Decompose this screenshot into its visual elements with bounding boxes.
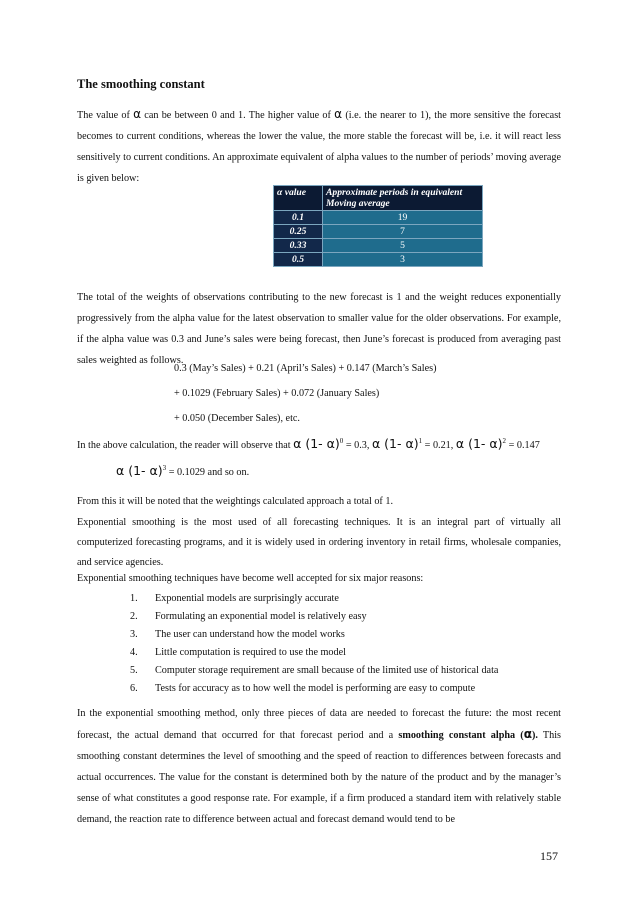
list-item (77, 644, 561, 662)
alpha-symbol: α (334, 107, 343, 121)
list-item (77, 590, 561, 608)
calc-line-2: + 0.1029 (February Sales) + 0.072 (January Sales) (174, 388, 380, 399)
list-text: Tests for accuracy as to how well the model is performing are easy to compute (155, 683, 476, 694)
exponent: 2 (502, 437, 507, 445)
alpha-symbol: α (133, 107, 142, 121)
table-cell-periods: 5 (323, 239, 483, 253)
table-cell-alpha: 0.1 (274, 211, 323, 225)
alpha-symbol: α (523, 727, 532, 741)
page-number: 157 (540, 849, 558, 863)
calc-line-1: 0.3 (May’s Sales) + 0.21 (April’s Sales) + 0.147 (March’s Sales) (174, 363, 437, 374)
reasons-list (77, 590, 561, 698)
text: = 0.1029 and so on. (166, 467, 250, 478)
list-text: The user can understand how the model works (155, 629, 345, 640)
table-row (274, 239, 483, 253)
paragraph-weights: The total of the weights of observations contributing to the new forecast is 1 and the weight reduces exponentially progressively from the alpha value for the latest observation to smaller value for the older observations. For example, if the alpha value was 0.3 and June’s sales were being forecast, then June’s forecast is produced from averaging past sales weighted as follows. (77, 292, 561, 366)
list-number: 5. (130, 665, 138, 676)
text: In the above calculation, the reader will observe that (77, 440, 294, 451)
text: (i.e. the nearer to 1), the more sensitive the forecast becomes to current conditions, whereas the lower the value, the more stable the forecast will be, i.e. it will react less sensitively to current conditions. An approximate equivalent of alpha values to the number of periods’ moving average is given below: (77, 110, 561, 184)
table-row (274, 253, 483, 267)
list-number: 1. (130, 593, 138, 604)
list-text: Computer storage requirement are small because of the limited use of historical data (155, 665, 499, 676)
table-header-periods: Approximate periods in equivalent Moving average (323, 186, 483, 211)
table-cell-periods: 7 (323, 225, 483, 239)
formula: α (1- α) (455, 436, 503, 451)
exponent: 1 (418, 437, 423, 445)
text: In the exponential smoothing method, only three pieces of data are needed to forecast the future: the most recent forecast, the actual demand that occurred for that forecast period and a (77, 708, 561, 741)
table-row (274, 225, 483, 239)
exponent: 0 (339, 437, 344, 445)
list-text: Exponential models are surprisingly accurate (155, 593, 339, 604)
text: = 0.21, (422, 440, 456, 451)
list-item (77, 608, 561, 626)
observe-line (77, 436, 540, 451)
list-item (77, 680, 561, 698)
table-row (274, 211, 483, 225)
table-cell-periods: 19 (323, 211, 483, 225)
paragraph-smoothing-method (77, 703, 561, 830)
list-item (77, 662, 561, 680)
text: The value of (77, 110, 134, 121)
exponent: 3 (162, 464, 167, 472)
list-number: 2. (130, 611, 138, 622)
reasons-intro: Exponential smoothing techniques have become well accepted for six major reasons: (77, 573, 424, 584)
list-text: Formulating an exponential model is relatively easy (155, 611, 367, 622)
list-item (77, 626, 561, 644)
table-cell-alpha: 0.25 (274, 225, 323, 239)
paragraph-exponential: Exponential smoothing is the most used of all forecasting techniques. It is an integral part of virtually all computerized forecasting programs, and it is widely used in ordering inventory in retail firms, wholesale companies, and service agencies. (77, 517, 561, 568)
text: This smoothing constant determines the level of smoothing and the speed of reaction to differences between forecasts and actual occurrences. The value for the constant is determined both by the nature of the product and by the manager’s sense of what constitutes a good response rate. For example, if a firm produced a standard item with relatively stable demand, the reaction rate to difference between actual and forecast demand would tend to be (77, 730, 562, 825)
formula: α (1- α) (371, 436, 419, 451)
table-cell-alpha: 0.5 (274, 253, 323, 267)
table-cell-periods: 3 (323, 253, 483, 267)
calc-line-3: + 0.050 (December Sales), etc. (174, 413, 300, 424)
paragraph-alpha-intro (77, 104, 561, 189)
formula: α (1- α) (293, 436, 340, 451)
alpha-periods-table (273, 185, 483, 267)
formula: α (1- α) (116, 463, 163, 478)
observe-line-2 (116, 463, 249, 478)
table-cell-alpha: 0.33 (274, 239, 323, 253)
table-header-row (274, 186, 483, 211)
table-header-alpha: α value (274, 186, 323, 211)
list-number: 6. (130, 683, 138, 694)
text: can be between 0 and 1. The higher value of (141, 110, 335, 121)
list-text: Little computation is required to use the model (155, 647, 346, 658)
section-heading: The smoothing constant (77, 77, 205, 91)
text: = 0.147 (506, 440, 540, 451)
bold-term (398, 727, 538, 741)
list-number: 3. (130, 629, 138, 640)
text: ). (531, 730, 538, 741)
list-number: 4. (130, 647, 138, 658)
text: = 0.3, (343, 440, 372, 451)
text: smoothing constant alpha ( (398, 730, 524, 741)
weights-total-line: From this it will be noted that the weightings calculated approach a total of 1. (77, 496, 394, 507)
